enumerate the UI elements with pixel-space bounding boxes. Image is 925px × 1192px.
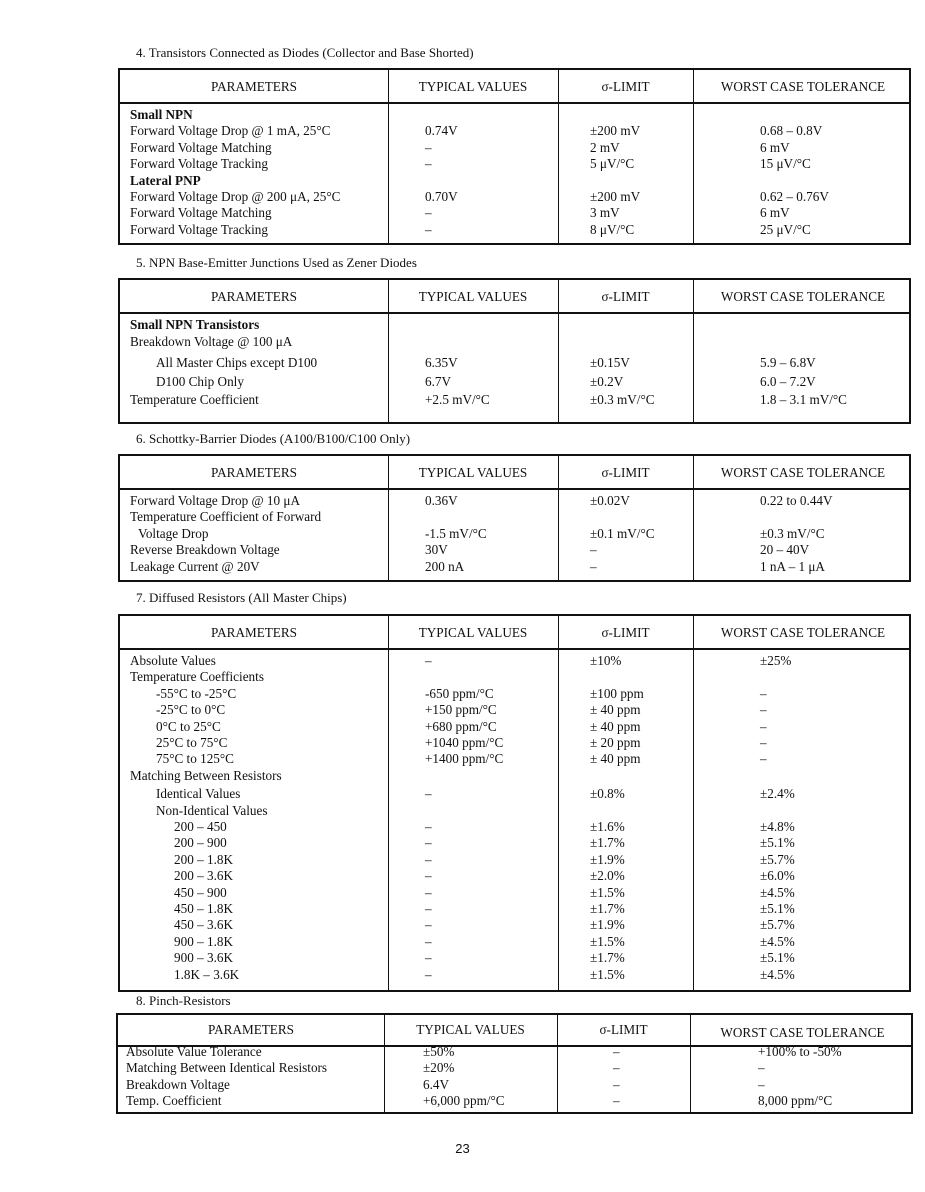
cell-param: Forward Voltage Drop @ 200 μA, 25°C bbox=[130, 189, 341, 204]
header-sigma-limit: σ-LIMIT bbox=[601, 625, 650, 640]
cell-typical: – bbox=[425, 917, 432, 933]
cell-typical: – bbox=[425, 139, 432, 155]
cell-typical: +6,000 ppm/°C bbox=[423, 1093, 505, 1109]
cell-worst: – bbox=[760, 685, 767, 701]
cell-sigma: ±1.5% bbox=[590, 933, 625, 949]
cell-typical: -650 ppm/°C bbox=[425, 685, 494, 701]
table-zener-junctions bbox=[118, 278, 911, 424]
cell-typical: 6.35V bbox=[425, 355, 458, 370]
header-worst-case-tolerance: WORST CASE TOLERANCE bbox=[720, 289, 886, 304]
cell-sigma: 3 mV bbox=[590, 205, 620, 221]
cell-worst: ±5.7% bbox=[760, 851, 795, 867]
cell-worst: – bbox=[758, 1076, 765, 1092]
cell-param: 200 – 3.6K bbox=[174, 868, 233, 884]
cell-param: -55°C to -25°C bbox=[156, 685, 237, 701]
cell-sigma: ±200 mV bbox=[590, 189, 641, 204]
cell-worst: 6 mV bbox=[760, 139, 790, 155]
cell-typical: -1.5 mV/°C bbox=[425, 525, 487, 541]
header-typical-values: TYPICAL VALUES bbox=[418, 625, 528, 640]
cell-param: Matching Between Resistors bbox=[130, 767, 282, 783]
cell-worst: – bbox=[760, 718, 767, 734]
cell-worst: 5.9 – 6.8V bbox=[760, 355, 816, 370]
section-8-title: 8. Pinch-Resistors bbox=[136, 993, 231, 1008]
cell-param: 450 – 900 bbox=[174, 884, 227, 900]
cell-param: Forward Voltage Drop @ 10 μA bbox=[130, 493, 300, 508]
cell-worst: 6 mV bbox=[760, 205, 790, 221]
cell-param: Leakage Current @ 20V bbox=[130, 558, 260, 574]
cell-param: 75°C to 125°C bbox=[156, 751, 234, 767]
cell-sigma: ±0.3 mV/°C bbox=[590, 392, 655, 407]
section-4-title: 4. Transistors Connected as Diodes (Collector and Base Shorted) bbox=[136, 45, 474, 60]
cell-worst: ±4.5% bbox=[760, 884, 795, 900]
cell-param: Small NPN bbox=[130, 107, 193, 122]
cell-param: 200 – 450 bbox=[174, 819, 227, 834]
cell-worst: +100% to -50% bbox=[758, 1044, 842, 1059]
cell-sigma: ±1.6% bbox=[590, 819, 625, 834]
cell-sigma: ± 40 ppm bbox=[590, 751, 641, 767]
cell-typical: – bbox=[425, 786, 432, 802]
cell-typical: – bbox=[425, 653, 432, 668]
cell-sigma: ±200 mV bbox=[590, 123, 641, 139]
cell-param: 900 – 1.8K bbox=[174, 933, 233, 949]
cell-typical: +1400 ppm/°C bbox=[425, 751, 504, 767]
cell-param: Breakdown Voltage @ 100 μA bbox=[130, 333, 293, 349]
header-parameters: PARAMETERS bbox=[211, 289, 297, 304]
cell-sigma: ±1.9% bbox=[590, 917, 625, 933]
header-worst-case-tolerance: WORST CASE TOLERANCE bbox=[720, 625, 886, 640]
cell-worst: – bbox=[760, 735, 767, 750]
cell-sigma: ±100 ppm bbox=[590, 685, 644, 701]
cell-worst: ±4.5% bbox=[760, 966, 795, 982]
cell-worst: 15 μV/°C bbox=[760, 156, 811, 172]
cell-sigma: ± 40 ppm bbox=[590, 718, 641, 734]
cell-param: Breakdown Voltage bbox=[126, 1076, 230, 1092]
cell-param: D100 Chip Only bbox=[156, 373, 244, 389]
cell-param: Non-Identical Values bbox=[156, 802, 268, 818]
cell-sigma: 8 μV/°C bbox=[590, 221, 635, 237]
cell-param: All Master Chips except D100 bbox=[156, 355, 318, 370]
cell-param: Temperature Coefficients bbox=[130, 669, 264, 685]
cell-typical: 0.70V bbox=[425, 189, 458, 204]
cell-typical: – bbox=[425, 205, 432, 221]
cell-typical: +2.5 mV/°C bbox=[425, 392, 490, 407]
header-sigma-limit: σ-LIMIT bbox=[601, 465, 650, 480]
header-sigma-limit: σ-LIMIT bbox=[601, 289, 650, 304]
cell-sigma: ±2.0% bbox=[590, 868, 625, 884]
cell-worst: ±0.3 mV/°C bbox=[760, 525, 825, 541]
cell-worst: ±4.8% bbox=[760, 819, 795, 834]
cell-typical: – bbox=[425, 851, 432, 867]
cell-worst: – bbox=[760, 751, 767, 767]
cell-typical: 6.4V bbox=[423, 1076, 450, 1092]
cell-worst: 1 nA – 1 μA bbox=[760, 558, 825, 574]
cell-param: Absolute Value Tolerance bbox=[126, 1044, 262, 1059]
cell-sigma: ±0.02V bbox=[590, 493, 630, 508]
cell-worst: ±5.1% bbox=[760, 950, 795, 966]
table-transistors-as-diodes bbox=[118, 68, 911, 245]
cell-typical: – bbox=[425, 835, 432, 851]
header-typical-values: TYPICAL VALUES bbox=[418, 79, 528, 94]
cell-worst: ±25% bbox=[760, 653, 792, 668]
cell-sigma: ±1.7% bbox=[590, 835, 625, 851]
cell-worst: ±4.5% bbox=[760, 933, 795, 949]
cell-worst: 6.0 – 7.2V bbox=[760, 373, 816, 389]
cell-typical: – bbox=[425, 221, 432, 237]
cell-worst: 0.68 – 0.8V bbox=[760, 123, 823, 139]
header-typical-values: TYPICAL VALUES bbox=[418, 289, 528, 304]
cell-sigma: – bbox=[590, 558, 597, 574]
cell-param: Small NPN Transistors bbox=[130, 317, 260, 332]
header-parameters: PARAMETERS bbox=[211, 625, 297, 640]
cell-typical: – bbox=[425, 868, 432, 884]
cell-worst: 8,000 ppm/°C bbox=[758, 1093, 833, 1109]
cell-typical: – bbox=[425, 156, 432, 172]
cell-param: Matching Between Identical Resistors bbox=[126, 1060, 328, 1076]
cell-typical: +1040 ppm/°C bbox=[425, 735, 504, 750]
table-diffused-resistors bbox=[118, 614, 911, 992]
cell-typical: ±20% bbox=[423, 1060, 455, 1076]
cell-worst: 0.22 to 0.44V bbox=[760, 493, 833, 508]
cell-typical: – bbox=[425, 819, 432, 834]
cell-param: Forward Voltage Tracking bbox=[130, 221, 268, 237]
cell-worst: ±2.4% bbox=[760, 786, 795, 802]
cell-param: Forward Voltage Matching bbox=[130, 139, 272, 155]
cell-param: Forward Voltage Matching bbox=[130, 205, 272, 221]
cell-param: Temp. Coefficient bbox=[126, 1093, 222, 1109]
cell-typical: – bbox=[425, 884, 432, 900]
cell-param: Temperature Coefficient bbox=[130, 392, 259, 407]
cell-param: 450 – 1.8K bbox=[174, 901, 233, 916]
cell-worst: ±5.7% bbox=[760, 917, 795, 933]
cell-param: Absolute Values bbox=[130, 653, 216, 668]
cell-typical: 6.7V bbox=[425, 373, 452, 389]
cell-sigma: ±0.2V bbox=[590, 373, 624, 389]
cell-typical: +680 ppm/°C bbox=[425, 718, 497, 734]
section-6-title: 6. Schottky-Barrier Diodes (A100/B100/C100 Only) bbox=[136, 431, 411, 446]
cell-worst: 0.62 – 0.76V bbox=[760, 189, 829, 204]
cell-typical: – bbox=[425, 933, 432, 949]
section-7-title: 7. Diffused Resistors (All Master Chips) bbox=[136, 590, 347, 605]
cell-typical: 0.36V bbox=[425, 493, 458, 508]
cell-sigma: ±1.7% bbox=[590, 901, 625, 916]
cell-worst: – bbox=[760, 702, 767, 718]
cell-sigma: ±1.9% bbox=[590, 851, 625, 867]
cell-typical: +150 ppm/°C bbox=[425, 702, 497, 718]
cell-worst: – bbox=[758, 1060, 765, 1076]
cell-sigma: ±1.5% bbox=[590, 884, 625, 900]
cell-typical: – bbox=[425, 901, 432, 916]
cell-param: 25°C to 75°C bbox=[156, 735, 228, 750]
cell-param: Identical Values bbox=[156, 786, 241, 802]
header-parameters: PARAMETERS bbox=[208, 1022, 294, 1037]
table-pinch-resistors: PARAMETERS TYPICAL VALUES σ-LIMIT WORST CASE TOLERANCE Absolute Value Tolerance ±50% – +100% to -50% Matching Between Identical Resistors ±20% – – Breakdown Voltage 6.4V – – Temp. Coefficient +6,000 ppm/°C – 8,000 ppm/°C bbox=[116, 1013, 913, 1114]
cell-param: Forward Voltage Tracking bbox=[130, 156, 268, 172]
cell-sigma: ± 40 ppm bbox=[590, 702, 641, 718]
cell-sigma: 5 μV/°C bbox=[590, 156, 635, 172]
cell-typical: – bbox=[425, 966, 432, 982]
cell-param: 1.8K – 3.6K bbox=[174, 966, 240, 982]
cell-sigma: ± 20 ppm bbox=[590, 735, 641, 750]
cell-param: -25°C to 0°C bbox=[156, 702, 226, 718]
cell-param: 200 – 1.8K bbox=[174, 851, 233, 867]
header-worst-case-tolerance: WORST CASE TOLERANCE bbox=[720, 79, 886, 94]
cell-worst: ±6.0% bbox=[760, 868, 795, 884]
cell-param: 200 – 900 bbox=[174, 835, 227, 851]
section-5-title: 5. NPN Base-Emitter Junctions Used as Zener Diodes bbox=[136, 255, 417, 270]
cell-worst: 25 μV/°C bbox=[760, 221, 811, 237]
cell-param: Lateral PNP bbox=[130, 172, 201, 188]
cell-typical: ±50% bbox=[423, 1044, 455, 1059]
cell-sigma: ±0.1 mV/°C bbox=[590, 525, 655, 541]
page-number: 23 bbox=[455, 1141, 470, 1156]
cell-param: Reverse Breakdown Voltage bbox=[130, 542, 280, 558]
cell-worst: ±5.1% bbox=[760, 901, 795, 916]
cell-worst: 20 – 40V bbox=[760, 542, 810, 558]
cell-worst: ±5.1% bbox=[760, 835, 795, 851]
header-typical-values: TYPICAL VALUES bbox=[416, 1022, 525, 1037]
cell-param: Forward Voltage Drop @ 1 mA, 25°C bbox=[130, 123, 331, 139]
header-typical-values: TYPICAL VALUES bbox=[418, 465, 528, 480]
cell-param: 0°C to 25°C bbox=[156, 718, 221, 734]
cell-typical: – bbox=[425, 950, 432, 966]
cell-typical: 200 nA bbox=[425, 558, 465, 574]
table-schottky-diodes bbox=[118, 454, 911, 582]
cell-sigma: ±1.5% bbox=[590, 966, 625, 982]
cell-param: Voltage Drop bbox=[138, 525, 209, 541]
cell-typical: 30V bbox=[425, 542, 448, 558]
cell-sigma: ±0.15V bbox=[590, 355, 630, 370]
cell-sigma: ±1.7% bbox=[590, 950, 625, 966]
cell-worst: 1.8 – 3.1 mV/°C bbox=[760, 392, 847, 407]
cell-param: Temperature Coefficient of Forward bbox=[130, 509, 322, 525]
header-sigma-limit: σ-LIMIT bbox=[599, 1022, 648, 1037]
cell-param: 450 – 3.6K bbox=[174, 917, 233, 933]
header-worst-case-tolerance: WORST CASE TOLERANCE bbox=[720, 465, 886, 480]
header-worst-case-tolerance: WORST CASE TOLERANCE bbox=[720, 1025, 885, 1040]
cell-typical: 0.74V bbox=[425, 123, 458, 139]
cell-param: 900 – 3.6K bbox=[174, 950, 233, 966]
cell-sigma: – bbox=[590, 542, 597, 558]
header-parameters: PARAMETERS bbox=[211, 79, 297, 94]
cell-sigma: ±0.8% bbox=[590, 786, 625, 802]
cell-sigma: 2 mV bbox=[590, 139, 620, 155]
cell-sigma: ±10% bbox=[590, 653, 622, 668]
header-sigma-limit: σ-LIMIT bbox=[601, 79, 650, 94]
header-parameters: PARAMETERS bbox=[211, 465, 297, 480]
